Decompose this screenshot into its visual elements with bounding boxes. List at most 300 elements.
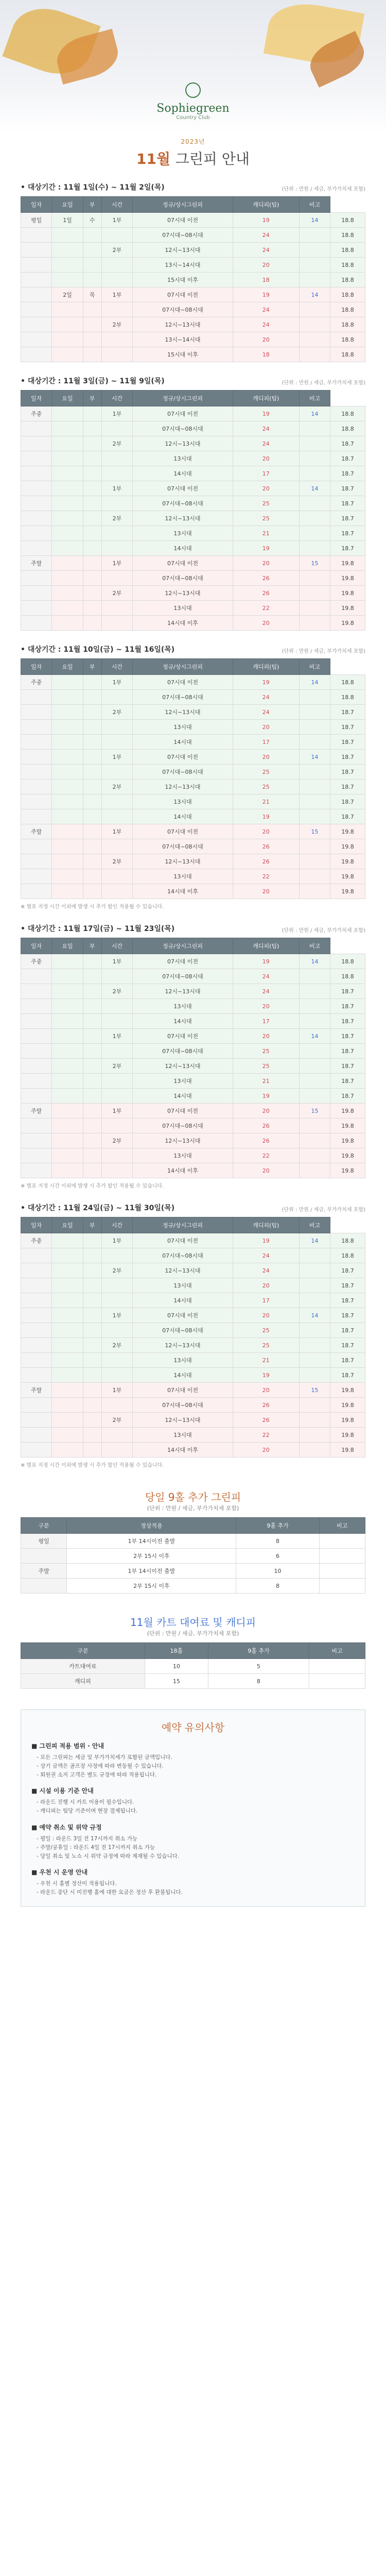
table-cell (299, 1263, 330, 1278)
table-cell: 1부 (101, 406, 132, 421)
table-cell: 24 (233, 984, 299, 999)
table-cell: 13시대 (133, 1148, 233, 1163)
table-cell (83, 1089, 101, 1104)
table-cell: 14시대 (133, 541, 233, 556)
table-cell: 18.8 (330, 317, 365, 332)
table-cell (52, 421, 83, 436)
period-title: • 대상기간 : 11월 17일(금) ~ 11월 23일(목) (21, 925, 175, 933)
table-cell (83, 1353, 101, 1368)
table-header: 일자 (21, 391, 52, 406)
table-cell (299, 779, 330, 794)
table-cell (83, 556, 101, 571)
table-cell (21, 466, 52, 481)
table-cell (299, 1398, 330, 1413)
table-cell (299, 1293, 330, 1308)
table-cell (101, 839, 132, 854)
table-header: 캐디피(팀) (233, 938, 299, 954)
table-cell (83, 1029, 101, 1044)
table-cell: 14시대 이후 (133, 1163, 233, 1178)
table-row (21, 824, 365, 839)
table-row (21, 1308, 365, 1323)
table-cell (83, 421, 101, 436)
table-row (21, 287, 365, 302)
table-cell (52, 869, 83, 884)
notice-heading: ■ 그린피 적용 범위 · 안내 (31, 1742, 104, 1750)
table-cell: 12시~13시대 (133, 586, 233, 601)
table-cell (52, 884, 83, 899)
table-cell: 24 (233, 302, 299, 317)
table-header: 정규/상시그린피 (133, 391, 233, 406)
table-row (21, 1428, 365, 1443)
table-row (21, 1014, 365, 1029)
table-cell (52, 705, 83, 720)
table-row (21, 854, 365, 869)
table-cell: 14시대 이후 (133, 884, 233, 899)
table-cell (21, 884, 52, 899)
table-cell: 주중 (21, 954, 52, 969)
table-cell (83, 541, 101, 556)
table-header: 요일 (52, 938, 83, 954)
table-cell (299, 1338, 330, 1353)
table-cell: 20 (233, 451, 299, 466)
table-cell (52, 824, 83, 839)
table-cell (299, 317, 330, 332)
table-footnote: ※ 별표 지정 시간 이외에 발생 시 추가 할인 적용될 수 있습니다. (21, 1183, 164, 1189)
table-cell: 22 (233, 869, 299, 884)
table-cell (52, 1383, 83, 1398)
table-cell (21, 854, 52, 869)
table-row (21, 421, 365, 436)
table-cell (52, 794, 83, 809)
table-cell: 19.8 (330, 854, 365, 869)
table-footnote: ※ 별표 지정 시간 이외에 발생 시 추가 할인 적용될 수 있습니다. (21, 904, 164, 910)
table-cell: 19.8 (330, 556, 365, 571)
table-cell: 주말 (21, 824, 52, 839)
table-cell: 18.7 (330, 720, 365, 735)
table-cell (52, 1353, 83, 1368)
table-cell (52, 556, 83, 571)
table-cell (101, 1398, 132, 1413)
table-cell (52, 954, 83, 969)
table-cell (21, 243, 52, 258)
table-cell (83, 228, 101, 243)
table-cell: 18.7 (330, 526, 365, 541)
table-cell: 14시대 이후 (133, 1443, 233, 1458)
table-cell (21, 451, 52, 466)
table-cell (299, 884, 330, 899)
table-row (21, 1323, 365, 1338)
table-cell: 19 (233, 406, 299, 421)
table-row (21, 347, 365, 362)
table-cell: 18.8 (330, 406, 365, 421)
table-header: 18홀 (145, 1643, 208, 1659)
title-year: 2023년 (181, 138, 205, 145)
table-cell (101, 1148, 132, 1163)
table-cell: 07시대 이전 (133, 556, 233, 571)
table-cell (83, 854, 101, 869)
table-header: 정상적용 (67, 1518, 236, 1534)
table-cell: 12시~13시대 (133, 854, 233, 869)
table-cell: 12시~13시대 (133, 1263, 233, 1278)
table-header: 비고 (319, 1518, 365, 1534)
table-cell (299, 1089, 330, 1104)
table-cell: 12시~13시대 (133, 705, 233, 720)
table-cell: 15 (299, 824, 330, 839)
table-cell: 2부 15시 이후 (67, 1549, 236, 1564)
table-cell (101, 302, 132, 317)
table-header: 비고 (299, 1217, 330, 1233)
table-cell: 목 (83, 287, 101, 302)
table-cell: 07시대 이전 (133, 406, 233, 421)
table-cell: 18.7 (330, 705, 365, 720)
table-cell (21, 1059, 52, 1074)
table-cell: 12시~13시대 (133, 1059, 233, 1074)
notice-line: - 회원권 소지 고객은 별도 규정에 따라 적용됩니다. (37, 1771, 157, 1778)
table-cell (21, 302, 52, 317)
table-row (21, 526, 365, 541)
table-cell (52, 1089, 83, 1104)
table-cell: 18.7 (330, 735, 365, 750)
table-cell (83, 1233, 101, 1248)
table-header: 부 (83, 1217, 101, 1233)
table-cell (52, 243, 83, 258)
table-cell (52, 999, 83, 1014)
table-cell (299, 273, 330, 287)
table-header: 캐디피(팀) (233, 391, 299, 406)
table-cell (21, 809, 52, 824)
table-cell (101, 1089, 132, 1104)
title-month: 11월 (136, 150, 171, 167)
table-cell (52, 1368, 83, 1383)
table-cell: 13시대 (133, 1074, 233, 1089)
table-cell (299, 839, 330, 854)
table-cell: 07시대 이전 (133, 954, 233, 969)
table-cell: 13시대 (133, 999, 233, 1014)
table-cell: 26 (233, 586, 299, 601)
table-cell: 18.7 (330, 481, 365, 496)
table-cell (52, 1398, 83, 1413)
table-row (21, 1104, 365, 1118)
table-cell: 07시대 이전 (133, 1029, 233, 1044)
table-cell: 수 (83, 213, 101, 228)
table-cell: 20 (233, 332, 299, 347)
table-cell: 07시대~08시대 (133, 839, 233, 854)
table-row (21, 1338, 365, 1353)
table-cell: 1일 (52, 213, 83, 228)
table-cell: 19 (233, 1089, 299, 1104)
table-row (21, 1263, 365, 1278)
table-cell: 07시대~08시대 (133, 1248, 233, 1263)
table-cell (52, 451, 83, 466)
table-cell (21, 332, 52, 347)
table-row (21, 984, 365, 999)
table-row (21, 481, 365, 496)
table-cell: 캐디피 (21, 1674, 145, 1689)
table-cell (52, 809, 83, 824)
table-header: 정규/상시그린피 (133, 197, 233, 213)
table-cell (21, 1014, 52, 1029)
table-cell (299, 765, 330, 779)
table-row (21, 999, 365, 1014)
table-header: 9홀 추가 (236, 1518, 319, 1534)
table-cell: 14 (299, 287, 330, 302)
notice-line: - 당일 취소 및 노쇼 시 위약 규정에 따라 제재될 수 있습니다. (37, 1853, 180, 1859)
table-cell (52, 750, 83, 765)
table-cell (21, 765, 52, 779)
table-cell: 주말 (21, 1564, 67, 1579)
table-row (21, 1353, 365, 1368)
table-row (21, 406, 365, 421)
table-cell: 19.8 (330, 1428, 365, 1443)
table-cell (21, 794, 52, 809)
table-header: 요일 (52, 1217, 83, 1233)
period-note: (단위 : 만원 / 세금, 부가가치세 포함) (282, 187, 365, 192)
table-row (21, 1074, 365, 1089)
table-row (21, 1278, 365, 1293)
table-cell (21, 1148, 52, 1163)
table-cell: 18.7 (330, 750, 365, 765)
table-cell (299, 347, 330, 362)
table-cell (52, 466, 83, 481)
table-cell: 07시대 이전 (133, 287, 233, 302)
table-cell (299, 541, 330, 556)
table-cell (52, 984, 83, 999)
table-cell: 07시대 이전 (133, 675, 233, 690)
table-cell: 주중 (21, 406, 52, 421)
table-row (21, 809, 365, 824)
table-cell: 19 (233, 1368, 299, 1383)
table-header: 부 (83, 938, 101, 954)
table-cell: 24 (233, 1263, 299, 1278)
table-cell (83, 824, 101, 839)
table-cell (299, 809, 330, 824)
table-cell (21, 1133, 52, 1148)
table-cell: 6 (236, 1549, 319, 1564)
table-cell: 15 (299, 1104, 330, 1118)
table-cell: 26 (233, 839, 299, 854)
table-cell: 주말 (21, 1104, 52, 1118)
brand-name: Sophiegreen (156, 102, 230, 115)
table-cell: 1부 (101, 750, 132, 765)
table-cell (21, 436, 52, 451)
table-cell (83, 984, 101, 999)
table-cell (101, 1428, 132, 1443)
table-cell: 14 (299, 1233, 330, 1248)
table-cell: 18.7 (330, 1089, 365, 1104)
table-cell: 26 (233, 1133, 299, 1148)
table-cell (83, 1308, 101, 1323)
table-cell (21, 779, 52, 794)
table-cell: 18.7 (330, 1059, 365, 1074)
table-cell: 20 (233, 1029, 299, 1044)
table-cell (21, 869, 52, 884)
table-cell (83, 1323, 101, 1338)
table-cell (52, 1074, 83, 1089)
table-cell (83, 1133, 101, 1148)
notice-line: - 모든 그린피는 세금 및 부가가치세가 포함된 금액입니다. (37, 1754, 172, 1760)
table-cell: 17 (233, 466, 299, 481)
table-row (21, 1579, 365, 1594)
table-cell: 8 (208, 1674, 309, 1689)
table-cell (83, 1293, 101, 1308)
table-cell (52, 1248, 83, 1263)
table-row (21, 273, 365, 287)
table-cell (299, 735, 330, 750)
table-cell (83, 999, 101, 1014)
table-cell: 25 (233, 1338, 299, 1353)
table-row (21, 839, 365, 854)
table-row (21, 258, 365, 273)
table-header: 비고 (299, 391, 330, 406)
table-cell: 18.7 (330, 511, 365, 526)
table-cell: 18.7 (330, 1044, 365, 1059)
table-cell (299, 1074, 330, 1089)
table-cell: 1부 (101, 675, 132, 690)
table-cell (52, 302, 83, 317)
table-cell (52, 526, 83, 541)
table-row (21, 496, 365, 511)
table-cell: 2부 (101, 1133, 132, 1148)
table-cell (299, 466, 330, 481)
table-row (21, 1443, 365, 1458)
table-cell: 14시대 (133, 735, 233, 750)
table-row (21, 1118, 365, 1133)
table-cell (52, 436, 83, 451)
table-cell: 24 (233, 690, 299, 705)
table-cell (21, 1074, 52, 1089)
notice-line: - 캐디피는 팀당 기준이며 현장 결제됩니다. (37, 1808, 138, 1815)
period-title: • 대상기간 : 11월 1일(수) ~ 11월 2일(목) (21, 183, 165, 192)
hero-banner (0, 0, 386, 134)
table-cell (21, 1293, 52, 1308)
table-cell (299, 1014, 330, 1029)
table-cell: 2부 15시 이후 (67, 1579, 236, 1594)
table-cell: 26 (233, 1398, 299, 1413)
table-cell (101, 1368, 132, 1383)
table-cell: 17 (233, 1293, 299, 1308)
table-cell (299, 601, 330, 616)
table-cell (21, 839, 52, 854)
table-row (21, 1059, 365, 1074)
table-cell (299, 720, 330, 735)
table-row (21, 869, 365, 884)
table-cell: 18.7 (330, 1353, 365, 1368)
table-cell (52, 1443, 83, 1458)
table-header: 캐디피(팀) (233, 659, 299, 675)
table-cell (299, 1133, 330, 1148)
table-cell (101, 616, 132, 631)
table-cell: 1부 (101, 213, 132, 228)
table-cell: 19.8 (330, 839, 365, 854)
table-cell: 13시대 (133, 526, 233, 541)
table-cell: 18.7 (330, 1014, 365, 1029)
table-cell: 07시대~08시대 (133, 1118, 233, 1133)
table-cell (309, 1659, 365, 1674)
table-cell: 10 (145, 1659, 208, 1674)
table-cell: 14 (299, 481, 330, 496)
table-cell (21, 571, 52, 586)
table-row (21, 969, 365, 984)
table-cell (83, 466, 101, 481)
table-cell: 20 (233, 1308, 299, 1323)
table-cell (52, 854, 83, 869)
table-cell: 18.7 (330, 466, 365, 481)
table-cell: 24 (233, 969, 299, 984)
table-cell: 18.7 (330, 496, 365, 511)
table-cell (83, 884, 101, 899)
table-row (21, 1674, 365, 1689)
table-cell (52, 765, 83, 779)
table-cell (21, 421, 52, 436)
notice-line: - 라운드 진행 시 카트 이용이 필수입니다. (37, 1799, 134, 1806)
table-cell: 22 (233, 1148, 299, 1163)
table-cell (52, 1059, 83, 1074)
table-cell: 07시대 이전 (133, 824, 233, 839)
table-header: 비고 (299, 938, 330, 954)
table-cell (299, 526, 330, 541)
table-cell: 1부 14시이전 출발 (67, 1564, 236, 1579)
table-cell (52, 1029, 83, 1044)
table-cell: 14시대 이후 (133, 616, 233, 631)
table-cell (83, 1278, 101, 1293)
table-cell (21, 1118, 52, 1133)
table-cell: 2부 (101, 854, 132, 869)
table-cell (83, 1413, 101, 1428)
table-cell (299, 1118, 330, 1133)
page-title (0, 137, 386, 168)
price-table (21, 938, 365, 1178)
table-cell: 21 (233, 1074, 299, 1089)
table-cell (299, 332, 330, 347)
notice-line: - 주말/공휴일 : 라운드 4일 전 17시까지 취소 가능 (37, 1844, 155, 1851)
table-cell (21, 273, 52, 287)
table-cell: 2부 (101, 779, 132, 794)
table-cell (83, 511, 101, 526)
table-cell (101, 571, 132, 586)
table-cell: 18.8 (330, 258, 365, 273)
table-cell: 12시~13시대 (133, 511, 233, 526)
table-cell (101, 809, 132, 824)
table-cell: 18.8 (330, 332, 365, 347)
table-cell (299, 1278, 330, 1293)
table-cell: 18.8 (330, 1233, 365, 1248)
table-cell: 14 (299, 213, 330, 228)
table-row (21, 586, 365, 601)
table-cell (83, 451, 101, 466)
table-row (21, 243, 365, 258)
table-cell (101, 332, 132, 347)
table-cell: 07시대~08시대 (133, 421, 233, 436)
table-cell (101, 228, 132, 243)
table-cell: 18.8 (330, 302, 365, 317)
table-cell (83, 616, 101, 631)
table-cell: 18.7 (330, 1278, 365, 1293)
table-cell (101, 601, 132, 616)
table-cell (101, 690, 132, 705)
table-cell: 18.7 (330, 779, 365, 794)
table-cell (52, 1044, 83, 1059)
table-cell (21, 1308, 52, 1323)
table-cell (52, 616, 83, 631)
table-cell (21, 1398, 52, 1413)
table-row (21, 690, 365, 705)
table-cell: 25 (233, 779, 299, 794)
table-cell: 18.7 (330, 1338, 365, 1353)
table-cell (52, 735, 83, 750)
table-cell (299, 616, 330, 631)
table-cell (83, 779, 101, 794)
table-cell (83, 1263, 101, 1278)
